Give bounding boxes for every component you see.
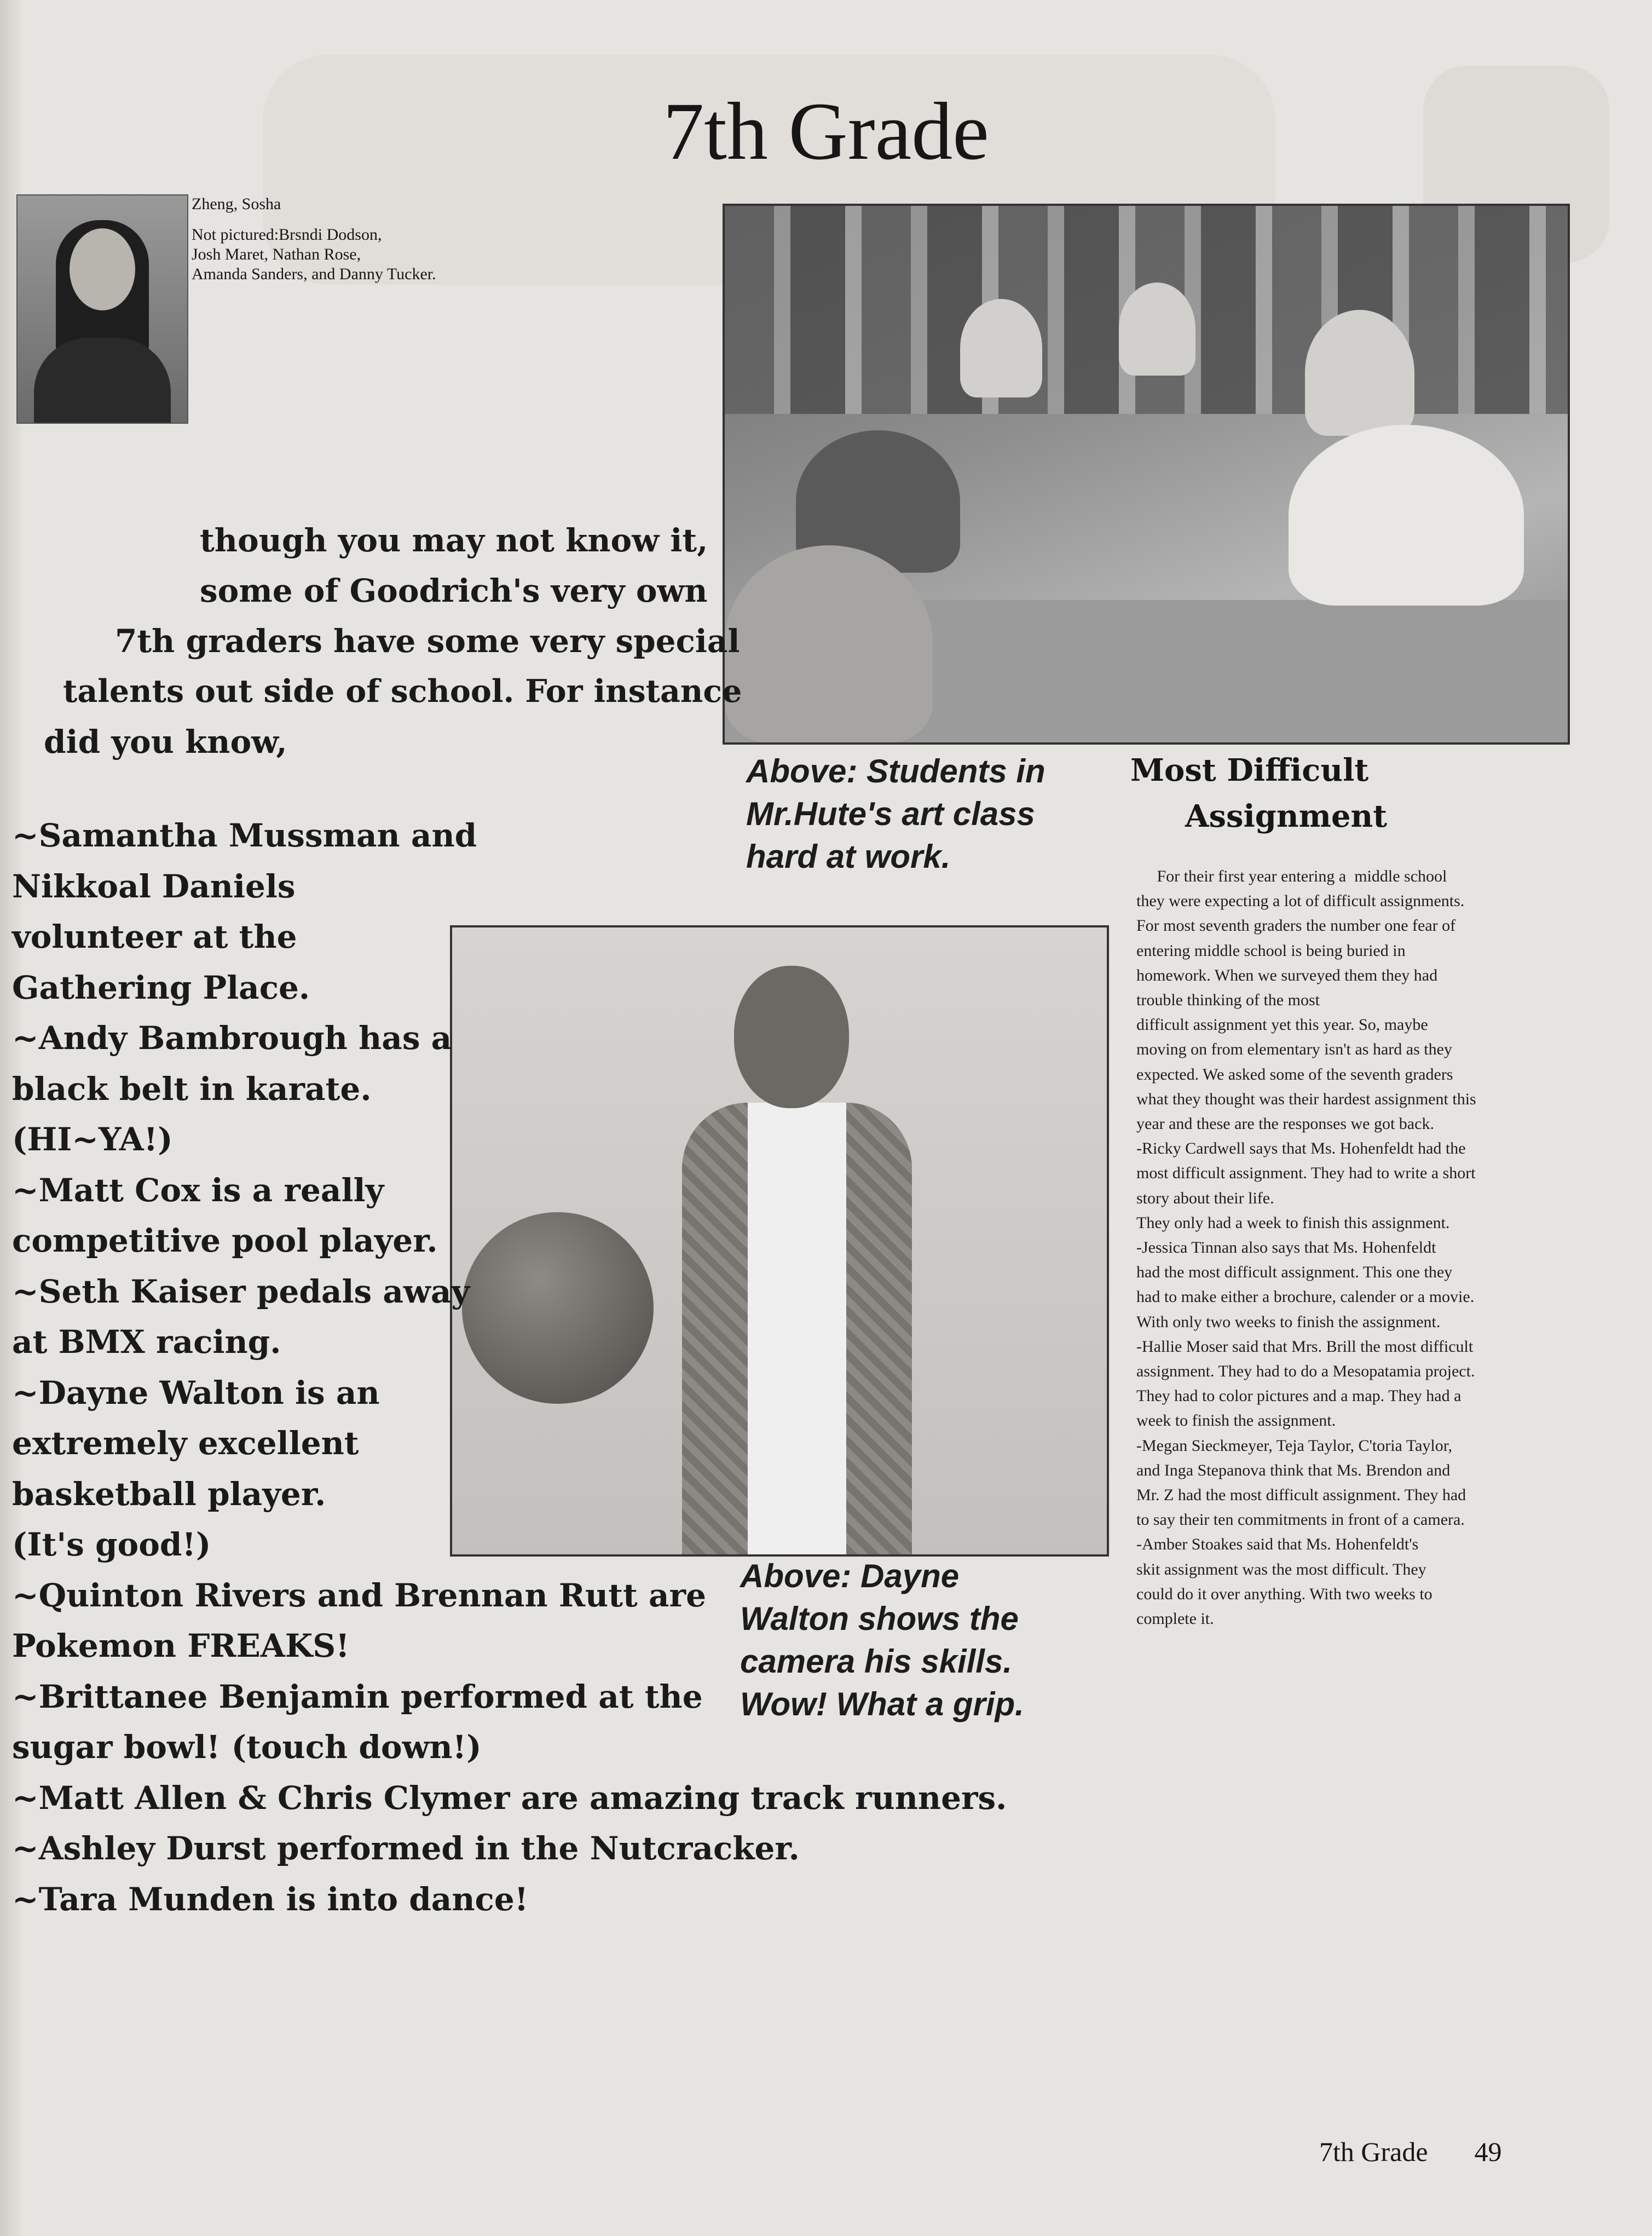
- article-line: They only had a week to finish this assignment.: [1136, 1213, 1450, 1232]
- page-number: 49: [1474, 2136, 1502, 2167]
- talent-line: ~Dayne Walton is an: [12, 1374, 380, 1411]
- talent-line: (HI~YA!): [12, 1121, 173, 1158]
- article-line: story about their life.: [1136, 1189, 1274, 1207]
- not-pictured-line: Amanda Sanders, and Danny Tucker.: [192, 265, 436, 283]
- article-line: what they thought was their hardest assignment this: [1136, 1090, 1476, 1108]
- student-figure: [960, 299, 1042, 397]
- student-shirt: [1289, 425, 1524, 606]
- article-line: moving on from elementary isn't as hard as they: [1136, 1040, 1452, 1059]
- not-pictured-line: Josh Maret, Nathan Rose,: [192, 245, 361, 263]
- talent-line: ~Samantha Mussman and: [12, 817, 477, 854]
- article-line: -Jessica Tinnan also says that Ms. Hohenfeldt: [1136, 1238, 1436, 1257]
- intro-line: though you may not know it,: [200, 522, 708, 559]
- student-portrait-photo: [16, 194, 188, 424]
- article-line: -Amber Stoakes said that Ms. Hohenfeldt's: [1136, 1535, 1419, 1554]
- talent-line: competitive pool player.: [12, 1222, 438, 1259]
- article-line: could do it over anything. With two weeks to: [1136, 1584, 1432, 1603]
- talent-line: ~Quinton Rivers and Brennan Rutt are: [12, 1576, 707, 1614]
- talent-line: ~Andy Bambrough has a: [12, 1019, 452, 1057]
- sidebar-heading-line: Most Difficult: [1130, 752, 1369, 788]
- portrait-caption: [192, 194, 520, 284]
- talent-line: extremely excellent: [12, 1425, 359, 1462]
- caption-line: hard at work.: [746, 838, 951, 875]
- page-title: 7th Grade: [663, 86, 989, 177]
- caption-line: Mr.Hute's art class: [746, 796, 1035, 832]
- portrait-name: Zheng, Sosha: [192, 195, 281, 213]
- not-pictured-line: Not pictured:Brsndi Dodson,: [192, 226, 382, 244]
- art-class-photo: [723, 204, 1570, 745]
- talent-line: ~Tara Munden is into dance!: [12, 1880, 529, 1918]
- article-line: most difficult assignment. They had to write a short: [1136, 1164, 1476, 1183]
- article-line: -Hallie Moser said that Mrs. Brill the most difficult: [1136, 1337, 1474, 1356]
- art-class-caption: [746, 750, 1046, 878]
- talent-line: Gathering Place.: [12, 969, 310, 1006]
- caption-line: Wow! What a grip.: [740, 1686, 1024, 1722]
- talent-line: ~Ashley Durst performed in the Nutcracker.: [12, 1830, 800, 1867]
- student-figure: [1119, 283, 1195, 376]
- footer-section: 7th Grade: [1319, 2136, 1428, 2167]
- talent-line: ~Matt Allen & Chris Clymer are amazing track runners.: [12, 1779, 1007, 1817]
- intro-line: talents out side of school. For instance: [63, 673, 742, 710]
- talent-line: ~Brittanee Benjamin performed at the: [12, 1678, 703, 1715]
- talent-line: volunteer at the: [12, 918, 297, 955]
- article-line: -Ricky Cardwell says that Ms. Hohenfeldt had the: [1136, 1139, 1466, 1158]
- intro-line: did you know,: [44, 723, 287, 760]
- article-line: difficult assignment yet this year. So, maybe: [1136, 1016, 1428, 1034]
- article-line: They had to color pictures and a map. They had a: [1136, 1387, 1462, 1405]
- article-line: homework. When we surveyed them they had: [1136, 966, 1438, 984]
- article-line: For their first year entering a middle school: [1136, 867, 1447, 885]
- caption-line: Above: Dayne: [740, 1558, 960, 1594]
- article-line: trouble thinking of the most: [1136, 991, 1320, 1010]
- portrait-shoulders: [34, 338, 171, 424]
- caption-line: camera his skills.: [740, 1643, 1012, 1680]
- student-figure: [1305, 310, 1414, 436]
- talent-line: ~Seth Kaiser pedals away: [12, 1272, 470, 1310]
- sidebar-heading: [1130, 747, 1459, 839]
- article-line: had to make either a brochure, calender or a movie.: [1136, 1288, 1475, 1306]
- page-footer: [1319, 2135, 1502, 2168]
- talent-line: ~Matt Cox is a really: [12, 1171, 384, 1209]
- article-line: had the most difficult assignment. This one they: [1136, 1263, 1453, 1282]
- talent-line: basketball player.: [12, 1475, 326, 1513]
- talents-list: [12, 810, 1007, 1924]
- basketball-caption: [740, 1555, 1024, 1726]
- article-line: year and these are the responses we got back.: [1136, 1115, 1434, 1133]
- student-shirt-foreground: [725, 545, 933, 742]
- talent-line: sugar bowl! (touch down!): [12, 1728, 482, 1766]
- talent-line: (It's good!): [12, 1526, 211, 1563]
- talent-line: at BMX racing.: [12, 1323, 281, 1361]
- article-line: week to finish the assignment.: [1136, 1411, 1336, 1430]
- sidebar-heading-line: Assignment: [1185, 798, 1388, 834]
- article-line: they were expecting a lot of difficult assignments.: [1136, 892, 1465, 910]
- article-line: assignment. They had to do a Mesopatamia project.: [1136, 1362, 1475, 1381]
- intro-line: some of Goodrich's very own: [200, 572, 708, 609]
- article-line: expected. We asked some of the seventh graders: [1136, 1065, 1453, 1084]
- talent-line: Nikkoal Daniels: [12, 867, 296, 905]
- portrait-face: [70, 228, 135, 310]
- caption-line: Above: Students in: [746, 753, 1046, 789]
- article-line: and Inga Stepanova think that Ms. Brendon and: [1136, 1461, 1451, 1479]
- article-line: entering middle school is being buried in: [1136, 941, 1406, 960]
- sidebar-article: [1136, 864, 1577, 1631]
- article-line: With only two weeks to finish the assignment.: [1136, 1312, 1441, 1331]
- article-line: -Megan Sieckmeyer, Teja Taylor, C'toria Taylor,: [1136, 1436, 1453, 1455]
- article-line: complete it.: [1136, 1610, 1214, 1628]
- article-line: Mr. Z had the most difficult assignment. They had: [1136, 1486, 1466, 1505]
- talent-line: Pokemon FREAKS!: [12, 1627, 350, 1664]
- caption-line: Walton shows the: [740, 1600, 1019, 1637]
- article-line: to say their ten commitments in front of a camera.: [1136, 1511, 1465, 1529]
- talent-line: black belt in karate.: [12, 1070, 372, 1108]
- article-line: skit assignment was the most difficult. They: [1136, 1560, 1426, 1578]
- article-line: For most seventh graders the number one fear of: [1136, 917, 1456, 935]
- intro-line: 7th graders have some very special: [115, 623, 740, 660]
